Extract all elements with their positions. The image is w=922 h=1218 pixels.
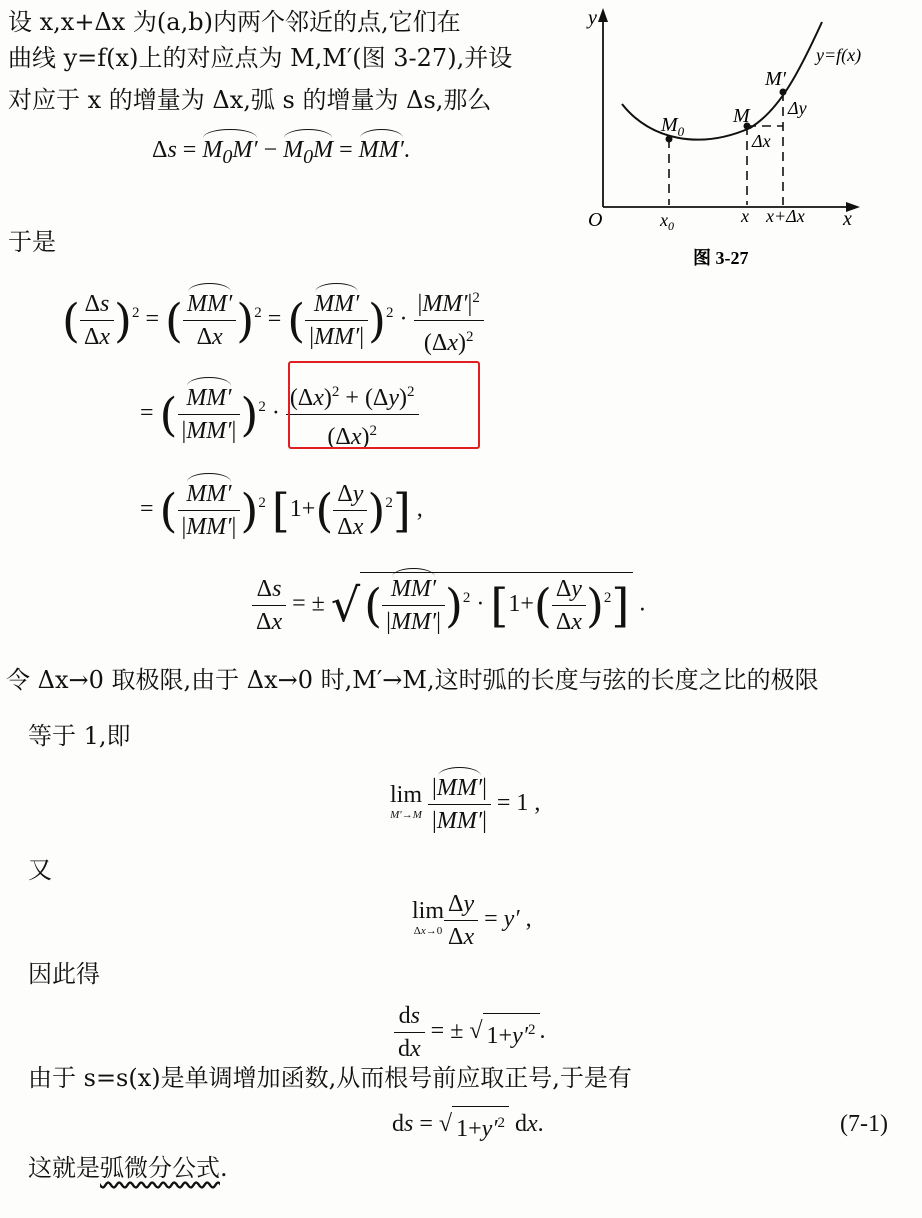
- term-arc-differential-formula: 弧微分公式: [100, 1154, 220, 1182]
- paragraph-line-2: 曲线 y=f(x)上的对应点为 M,M′(图 3-27),并设: [8, 44, 513, 72]
- label-delta-x: Δx: [752, 131, 771, 151]
- label-m0: $M_0$: [661, 114, 685, 139]
- text-zhejiu-prefix: 这就是: [28, 1154, 100, 1182]
- equation-delta-s: $\Delta s = M_0M' - M_0M = MM'$.: [152, 134, 410, 173]
- tick-x: x: [741, 206, 749, 226]
- paragraph-line-1: 设 x,x+Δx 为(a,b)内两个邻近的点,它们在: [8, 8, 461, 36]
- equation-line-4: $\frac{\Delta s}{\Delta x}$ = ± √( $\frac{MM'}{|MM'|}$ )$^2$ · [1+( $\frac{\Delta y}{\Delta x}$ )$^2$] .: [252, 572, 645, 638]
- label-m: M: [733, 105, 750, 127]
- equation-limit-ratio: lim M′→M $\frac{|MM'|}{|MM'|}$ = 1 ,: [390, 772, 540, 837]
- figure-caption: 图 3-27: [693, 248, 749, 268]
- text-dengyu: 等于 1,即: [28, 722, 131, 750]
- equation-line-1: ( $\frac{\Delta s}{\Delta x}$ )$^2$ = ( $\frac{MM'}{\Delta x}$ )$^2$ = ( $\frac{MM'}{|MM'|}$ )$^2$ · $\frac{|MM'|^2}{(\Delta x)^2}$: [62, 282, 484, 359]
- figure-3-27: [580, 0, 910, 275]
- tick-x0: $x_0$: [660, 210, 674, 233]
- text-zhejiu: [28, 1152, 228, 1184]
- equation-line-3: = ( $\frac{MM'}{|MM'|}$ )$^2$ [1+( $\frac{\Delta y}{\Delta x}$ )$^2$] ,: [140, 478, 423, 543]
- word-yushi: 于是: [8, 228, 56, 256]
- y-axis-label: y: [588, 7, 597, 29]
- label-delta-y: Δy: [788, 98, 807, 118]
- y-axis-arrow: [598, 8, 608, 22]
- paragraph-line-3: 对应于 x 的增量为 Δx,弧 s 的增量为 Δs,那么: [8, 86, 492, 114]
- tick-xdx: x+Δx: [766, 206, 805, 226]
- text-you: 又: [28, 856, 52, 884]
- origin-label: O: [588, 209, 603, 231]
- text-ling: 令 Δx→0 取极限,由于 Δx→0 时,M′→M,这时弧的长度与弦的长度之比的极限: [6, 666, 819, 694]
- text-period: .: [220, 1154, 228, 1182]
- equation-number: (7-1): [840, 1111, 888, 1137]
- curve-label: y=f(x): [816, 45, 862, 65]
- point-m0-dot: [666, 136, 673, 143]
- curve: [622, 22, 822, 140]
- text-yinci: 因此得: [28, 960, 100, 988]
- equation-arc-differential: ds = √ $1+y'^2$ dx.: [392, 1106, 544, 1145]
- equation-ds-dx: $\frac{ds}{dx}$ = ± √ $1+y'^2$ .: [394, 1000, 546, 1065]
- equation-line-2: = ( $\frac{MM'}{|MM'|}$ )$^2$ · $\frac{(\Delta x)^2 + (\Delta y)^2}{(\Delta x)^2}$: [140, 376, 419, 453]
- label-mp: M′: [765, 68, 787, 90]
- highlight-box: [288, 361, 480, 449]
- text-youyu: 由于 s=s(x)是单调增加函数,从而根号前应取正号,于是有: [28, 1064, 632, 1092]
- equation-limit-derivative: lim Δx→0 $\frac{\Delta y}{\Delta x}$ = y′ ,: [412, 888, 532, 953]
- x-axis-label: x: [843, 208, 852, 230]
